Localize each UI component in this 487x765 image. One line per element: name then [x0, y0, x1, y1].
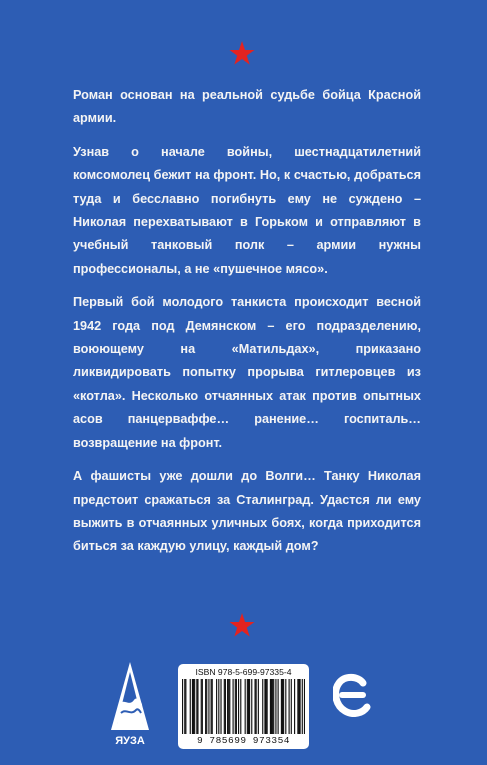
barcode-panel	[178, 664, 309, 749]
barcode-bar	[190, 679, 191, 734]
barcode-bar	[206, 679, 207, 734]
barcode-bar	[233, 679, 234, 734]
barcode-bar	[182, 679, 183, 734]
red-star-icon-top	[229, 40, 255, 66]
barcode-bar	[229, 679, 230, 734]
barcode-bar	[249, 679, 250, 734]
barcode-bar	[208, 679, 209, 734]
barcode-bar	[197, 679, 198, 734]
blurb-text	[73, 84, 421, 569]
barcode-bar	[245, 679, 246, 734]
barcode-bar	[235, 679, 236, 734]
star-shape	[230, 613, 255, 637]
barcode-bar	[256, 679, 257, 734]
isbn-label: ISBN 978-5-699-97335-4	[195, 667, 292, 677]
barcode-bar	[201, 679, 202, 734]
barcode-digits: 9 785699 973354	[196, 735, 290, 746]
publisher-name: ЯУЗА	[115, 735, 145, 747]
barcode-bar	[212, 679, 213, 734]
barcode-bar	[297, 679, 298, 734]
barcode-bar	[271, 679, 272, 734]
barcode-bar	[202, 679, 203, 734]
barcode-bar	[211, 679, 212, 734]
barcode-bar	[273, 679, 274, 734]
barcode-bar	[247, 679, 248, 734]
barcode-bar	[240, 679, 241, 734]
barcode-bar	[272, 679, 273, 734]
barcode-bar	[258, 679, 259, 734]
star-shape	[230, 41, 255, 65]
barcode-bar	[225, 679, 226, 734]
red-star-icon-bottom	[229, 612, 255, 638]
barcode-bar	[193, 679, 194, 734]
blurb-paragraph: А фашисты уже дошли до Волги… Танку Николая предстоит сражаться за Сталинград. Удастся ли ему выжить в отчаянных уличных боях, когда приходится биться за каждую улицу, каждый дом?	[73, 469, 421, 554]
barcode-bar	[236, 679, 237, 734]
barcode-bar	[298, 679, 299, 734]
barcode-bar	[228, 679, 229, 734]
barcode-bar	[185, 679, 186, 734]
barcode-bar	[281, 679, 282, 734]
barcode-bar	[248, 679, 249, 734]
barcode-bar	[278, 679, 279, 734]
eksmo-logo-icon	[333, 673, 371, 717]
barcode-bar	[267, 679, 268, 734]
barcode-bar	[238, 679, 239, 734]
barcode-bar	[192, 679, 193, 734]
barcode-bar	[270, 679, 271, 734]
barcode-bar	[300, 679, 301, 734]
barcode-bar	[184, 679, 185, 734]
barcode-bar	[251, 679, 252, 734]
blurb-paragraph: Роман основан на реальной судьбе бойца Красной армии.	[73, 88, 421, 126]
barcode-bar	[262, 679, 263, 734]
barcode-bar	[302, 679, 303, 734]
barcode-bar	[282, 679, 283, 734]
barcode-bar	[196, 679, 197, 734]
barcode-bar	[194, 679, 195, 734]
barcode-bar	[264, 679, 265, 734]
barcode-bars	[182, 679, 305, 734]
barcode-bar	[227, 679, 228, 734]
barcode-bar	[283, 679, 284, 734]
blurb-paragraph: Узнав о начале войны, шестнадцатилетний комсомолец бежит на фронт. Но, к счастью, добраться туда и бесславно погибнуть ему не суждено – Николая перехватывают в Горьком и отправляют в учебный танковый полк – армии нужны профессионалы, а не «пушечное мясо».	[73, 144, 421, 276]
barcode-bar	[218, 679, 219, 734]
barcode-bar	[254, 679, 255, 734]
barcode-bar	[289, 679, 290, 734]
barcode-bar	[216, 679, 217, 734]
barcode-bar	[220, 679, 221, 734]
barcode-bar	[205, 679, 206, 734]
barcode-bar	[265, 679, 266, 734]
barcode-bar	[294, 679, 295, 734]
barcode-bar	[224, 679, 225, 734]
barcode-bar	[304, 679, 305, 734]
yauza-publisher-logo-icon	[107, 660, 153, 750]
blurb-paragraph: Первый бой молодого танкиста происходит весной 1942 года под Демянском – его подразделению, воюющему на «Матильдах», приказано ликвидировать попытку прорыва гитлеровцев из «котла». Несколько отчаянных атак против опытных асов панцерваффе… ранение… госпиталь… возвращение на фронт.	[73, 295, 421, 450]
barcode-bar	[285, 679, 286, 734]
barcode-bar	[291, 679, 292, 734]
barcode-bar	[275, 679, 276, 734]
